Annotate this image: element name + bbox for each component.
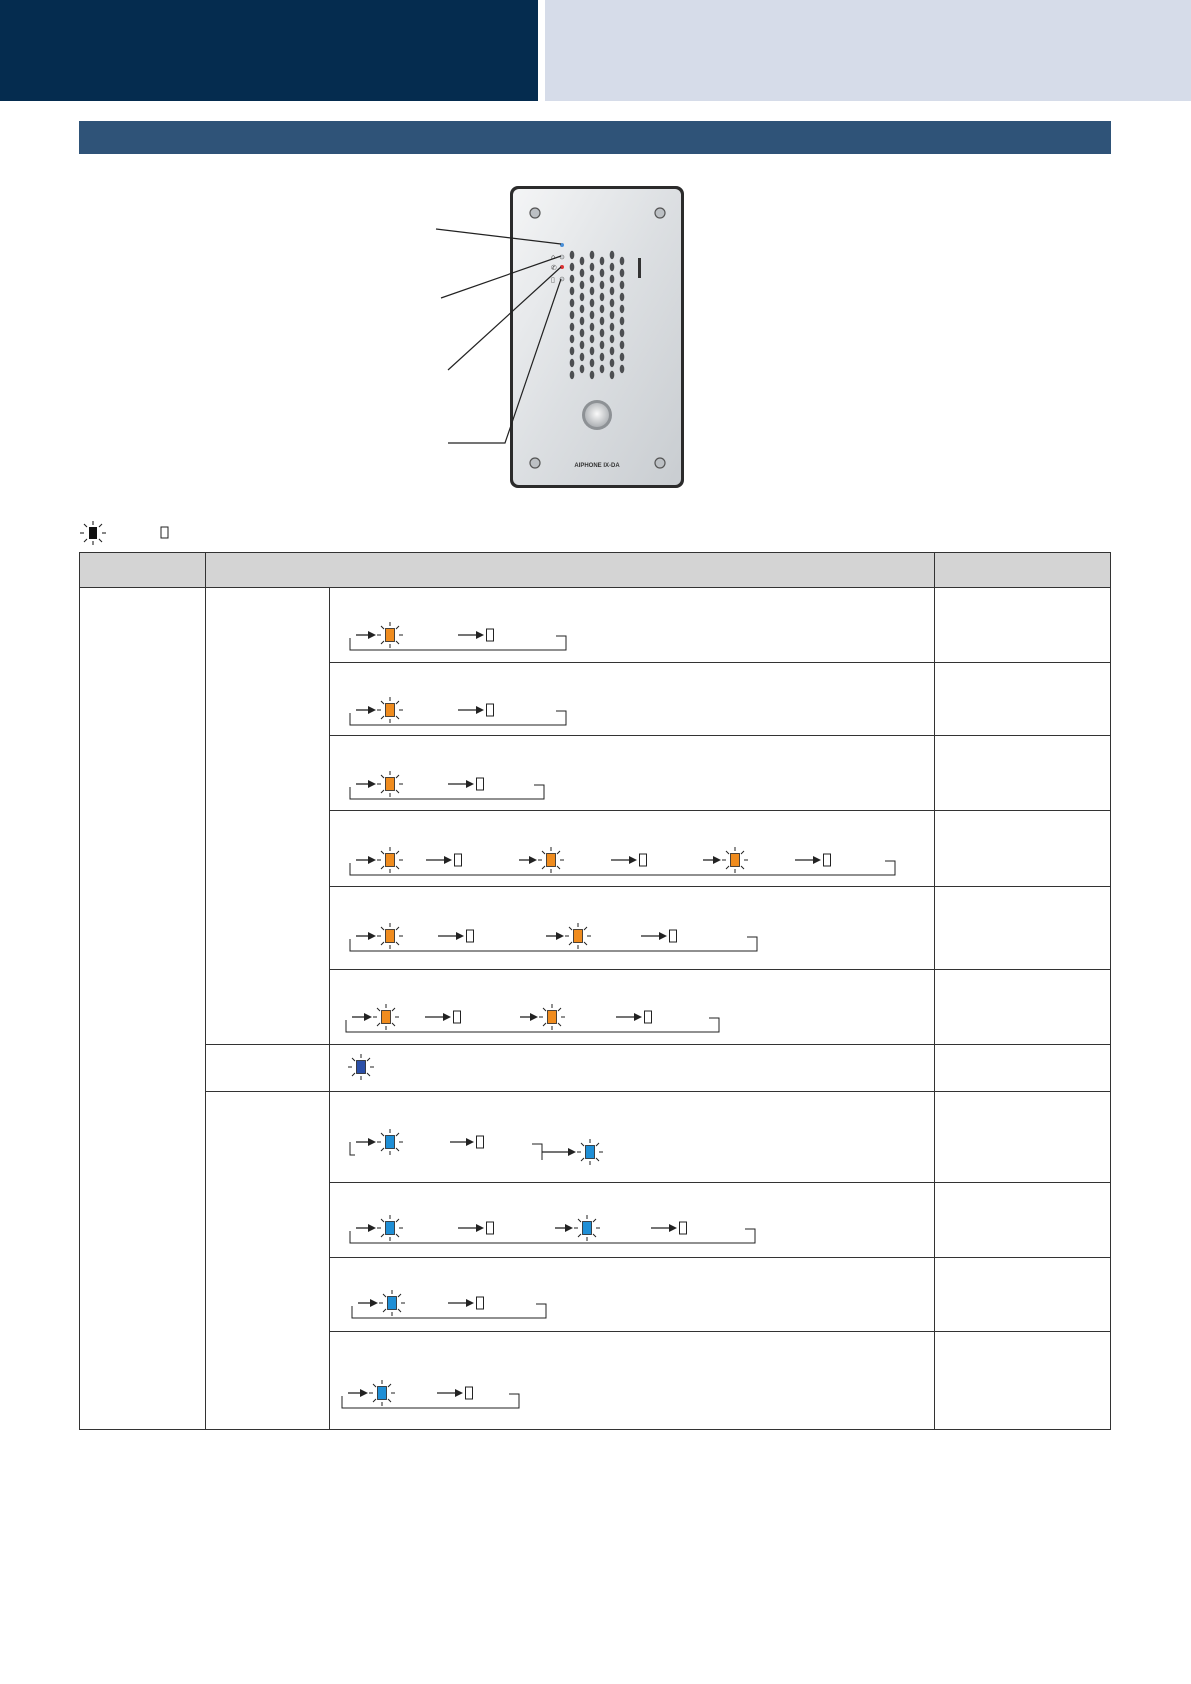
door-station-illustration [0,0,1191,500]
led-status-table [79,552,1111,1430]
svg-text:✆: ✆ [551,264,557,272]
brand-label: AIPHONE IX-DA [574,463,620,469]
camera-slot [638,258,641,278]
legend [79,520,199,546]
svg-text:▯: ▯ [551,276,555,284]
call-button-icon [582,400,612,430]
device-body [510,186,684,488]
table-header-cell-3 [935,553,1111,587]
table-header-cell-1 [79,553,205,587]
off-led-icon [161,527,168,538]
flashing-led-icon [80,521,106,545]
table-header-cell-2 [206,553,934,587]
svg-text:⌂: ⌂ [551,253,556,261]
